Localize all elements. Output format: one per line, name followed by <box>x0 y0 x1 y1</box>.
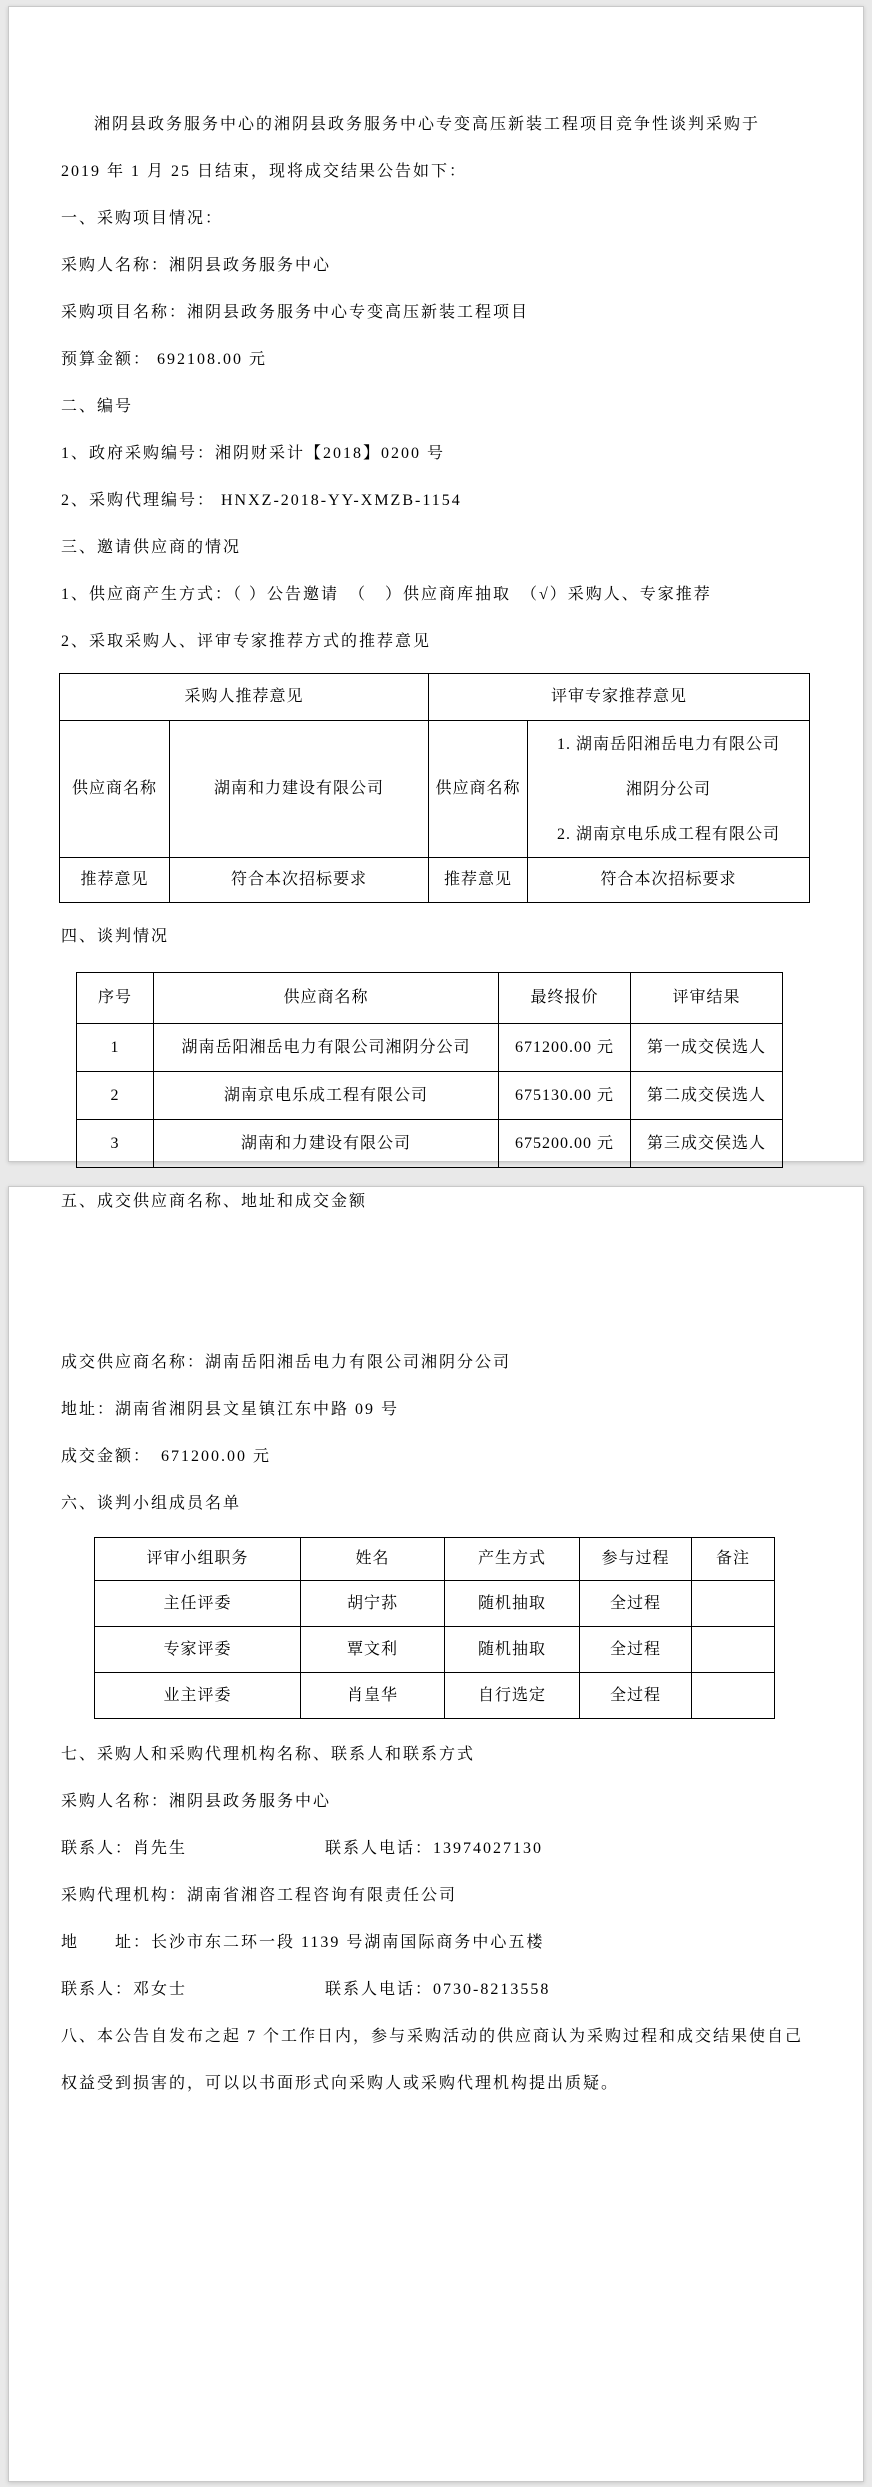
purchaser-opinion-cell: 符合本次招标要求 <box>170 858 429 903</box>
seq-cell: 2 <box>77 1072 154 1120</box>
table-row <box>77 1024 783 1072</box>
remarks-cell <box>692 1581 775 1627</box>
purchaser-name-line: 采购人名称：湘阴县政务服务中心 <box>61 1793 332 1810</box>
purchaser-contact-person: 联系人：肖先生 <box>61 1840 188 1857</box>
selection-method-cell: 自行选定 <box>445 1673 580 1719</box>
section-8-paragraph: 八、本公告自发布之起 7 个工作日内，参与采购活动的供应商认为采购过程和成交结果使自己权益受到损害的，可以以书面形式向采购人或采购代理机构提出质疑。 <box>61 2028 804 2092</box>
supplier-cell: 湖南和力建设有限公司 <box>154 1120 499 1168</box>
opinion-label-cell: 推荐意见 <box>429 858 528 903</box>
review-result-cell: 第二成交侯选人 <box>631 1072 783 1120</box>
purchaser-contact-phone: 联系人电话：13974027130 <box>325 1840 544 1857</box>
document-page-1 <box>8 6 864 1210</box>
supplier-label-cell: 供应商名称 <box>429 721 528 858</box>
review-result-cell: 第三成交侯选人 <box>631 1120 783 1168</box>
participation-cell: 全过程 <box>580 1581 692 1627</box>
table-row <box>95 1673 775 1719</box>
role-cell: 业主评委 <box>95 1673 301 1719</box>
column-header-role: 评审小组职务 <box>95 1538 301 1581</box>
section-5-heading: 五、成交供应商名称、地址和成交金额 <box>61 1193 368 1210</box>
winner-name-line: 成交供应商名称：湖南岳阳湘岳电力有限公司湘阴分公司 <box>61 1354 512 1371</box>
final-price-cell: 675130.00 元 <box>499 1072 631 1120</box>
recommendation-table-supplier-row <box>60 721 810 858</box>
name-cell: 胡宁荪 <box>301 1581 445 1627</box>
supplier-label-cell: 供应商名称 <box>60 721 170 858</box>
remarks-cell <box>692 1627 775 1673</box>
final-price-cell: 675200.00 元 <box>499 1120 631 1168</box>
winner-address-line: 地址：湖南省湘阴县文星镇江东中路 09 号 <box>61 1401 400 1418</box>
column-header-supplier: 供应商名称 <box>154 973 499 1024</box>
participation-cell: 全过程 <box>580 1627 692 1673</box>
table-row <box>95 1581 775 1627</box>
expert-supplier-line-3: 2. 湖南京电乐成工程有限公司 <box>557 825 781 843</box>
seq-cell: 1 <box>77 1024 154 1072</box>
selection-method-cell: 随机抽取 <box>445 1627 580 1673</box>
selection-method-cell: 随机抽取 <box>445 1581 580 1627</box>
agency-no-line: 2、采购代理编号： HNXZ-2018-YY-XMZB-1154 <box>61 492 462 509</box>
name-cell: 覃文利 <box>301 1627 445 1673</box>
intro-paragraph: 湘阴县政务服务中心的湘阴县政务服务中心专变高压新装工程项目竞争性谈判采购于 2019 年 1 月 25 日结束，现将成交结果公告如下： <box>61 116 761 180</box>
column-header-final-price: 最终报价 <box>499 973 631 1024</box>
recommendation-table-opinion-row <box>60 858 810 903</box>
section-1-heading: 一、采购项目情况： <box>61 210 224 227</box>
expert-supplier-line-2: 湘阴分公司 <box>626 780 712 798</box>
agency-contact-line <box>61 1966 805 2013</box>
expert-opinion-cell: 符合本次招标要求 <box>528 858 810 903</box>
column-header-selection-method: 产生方式 <box>445 1538 580 1581</box>
expert-supplier-line-1: 1. 湖南岳阳湘岳电力有限公司 <box>557 735 781 753</box>
participation-cell: 全过程 <box>580 1673 692 1719</box>
section-2-heading: 二、编号 <box>61 398 134 415</box>
project-name-line: 采购项目名称：湘阴县政务服务中心专变高压新装工程项目 <box>61 304 530 321</box>
agency-name-line: 采购代理机构：湖南省湘咨工程咨询有限责任公司 <box>61 1887 458 1904</box>
section-7-heading: 七、采购人和采购代理机构名称、联系人和联系方式 <box>61 1746 476 1763</box>
expert-recommendation-header-cell: 评审专家推荐意见 <box>429 674 810 721</box>
agency-address-line: 地 址：长沙市东二环一段 1139 号湖南国际商务中心五楼 <box>61 1934 545 1951</box>
negotiation-table <box>76 972 783 1168</box>
section-3-heading: 三、邀请供应商的情况 <box>61 539 242 556</box>
column-header-review-result: 评审结果 <box>631 973 783 1024</box>
column-header-participation: 参与过程 <box>580 1538 692 1581</box>
column-header-seq: 序号 <box>77 973 154 1024</box>
table-row <box>77 1072 783 1120</box>
role-cell: 主任评委 <box>95 1581 301 1627</box>
recommendation-table <box>59 673 810 903</box>
agency-contact-person: 联系人：邓女士 <box>61 1981 188 1998</box>
purchaser-contact-line <box>61 1825 805 1872</box>
agency-contact-phone: 联系人电话：0730-8213558 <box>325 1981 551 1998</box>
document-page-2 <box>8 1186 864 2482</box>
name-cell: 肖皇华 <box>301 1673 445 1719</box>
deal-amount-line: 成交金额： 671200.00 元 <box>61 1448 272 1465</box>
role-cell: 专家评委 <box>95 1627 301 1673</box>
opinion-label-cell: 推荐意见 <box>60 858 170 903</box>
remarks-cell <box>692 1673 775 1719</box>
column-header-remarks: 备注 <box>692 1538 775 1581</box>
committee-table-header-row <box>95 1538 775 1581</box>
recommendation-table-header-row <box>60 674 810 721</box>
supplier-source-method-line: 1、供应商产生方式：（ ）公告邀请 （ ）供应商库抽取 （√）采购人、专家推荐 <box>61 586 712 603</box>
final-price-cell: 671200.00 元 <box>499 1024 631 1072</box>
section-4-heading: 四、谈判情况 <box>61 928 170 945</box>
supplier-cell: 湖南岳阳湘岳电力有限公司湘阴分公司 <box>154 1024 499 1072</box>
review-result-cell: 第一成交侯选人 <box>631 1024 783 1072</box>
gov-procurement-no-line: 1、政府采购编号：湘阴财采计【2018】0200 号 <box>61 445 446 462</box>
purchaser-supplier-cell: 湖南和力建设有限公司 <box>170 721 429 858</box>
supplier-cell: 湖南京电乐成工程有限公司 <box>154 1072 499 1120</box>
recommendation-note-line: 2、采取采购人、评审专家推荐方式的推荐意见 <box>61 633 432 650</box>
section-6-heading: 六、谈判小组成员名单 <box>61 1495 242 1512</box>
budget-line: 预算金额： 692108.00 元 <box>61 351 268 368</box>
column-header-name: 姓名 <box>301 1538 445 1581</box>
table-row <box>95 1627 775 1673</box>
negotiation-table-header-row <box>77 973 783 1024</box>
seq-cell: 3 <box>77 1120 154 1168</box>
purchaser-recommendation-header-cell: 采购人推荐意见 <box>60 674 429 721</box>
committee-table <box>94 1537 775 1719</box>
expert-supplier-cell <box>528 721 810 858</box>
table-row <box>77 1120 783 1168</box>
purchaser-name-line: 采购人名称：湘阴县政务服务中心 <box>61 257 332 274</box>
